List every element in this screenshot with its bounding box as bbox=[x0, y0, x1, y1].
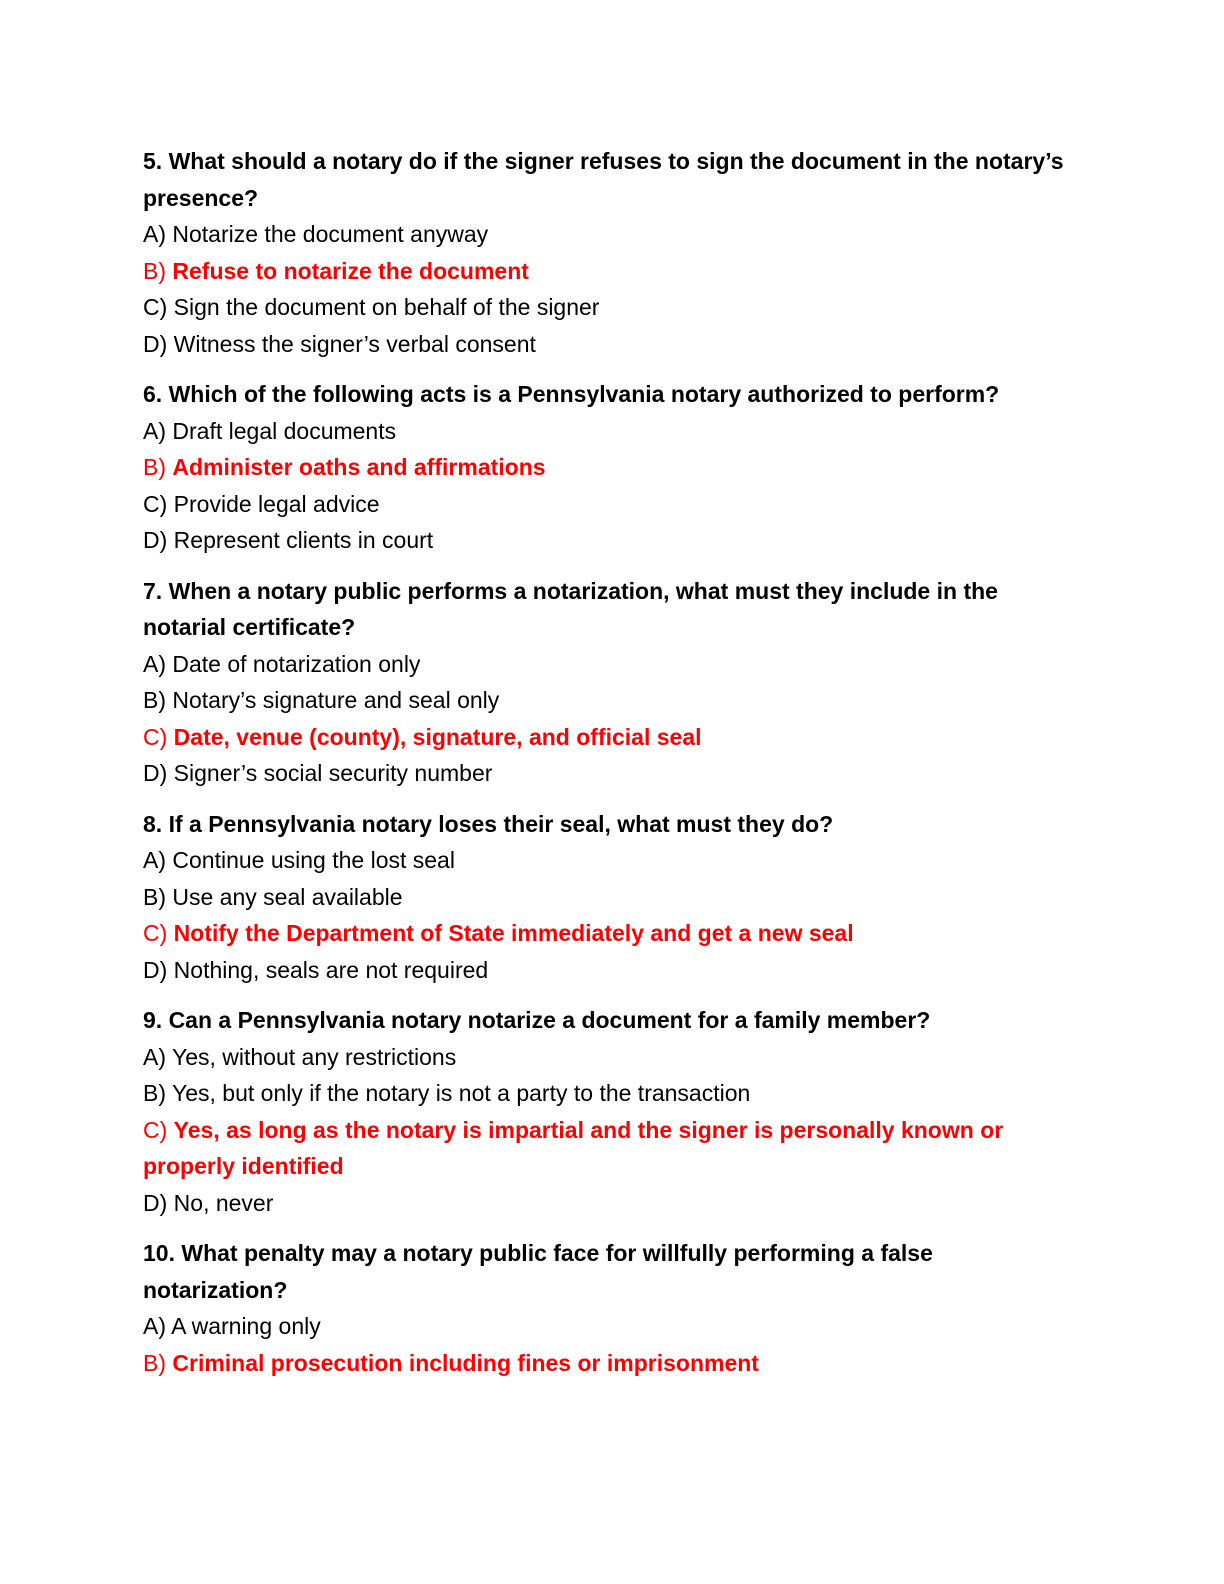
question-5 bbox=[143, 143, 1073, 362]
option-d bbox=[143, 755, 1073, 792]
option-letter: C) bbox=[143, 1116, 168, 1143]
option-a bbox=[143, 1039, 1073, 1076]
option-a bbox=[143, 842, 1073, 879]
option-letter: A) bbox=[143, 417, 166, 444]
option-text: Sign the document on behalf of the signer bbox=[173, 294, 600, 320]
option-letter: B) bbox=[143, 454, 166, 480]
option-text: Continue using the lost seal bbox=[172, 847, 455, 873]
option-text: No, never bbox=[173, 1189, 274, 1216]
option-text: Date of notarization only bbox=[172, 650, 421, 677]
option-letter: C) bbox=[143, 490, 168, 517]
option-c-correct bbox=[143, 915, 1073, 952]
option-c bbox=[143, 289, 1073, 326]
option-letter: A) bbox=[143, 650, 166, 677]
option-b-correct bbox=[143, 1345, 1073, 1382]
question-text: 7. When a notary public performs a notarization, what must they include in the notarial certificate? bbox=[143, 577, 998, 640]
option-c bbox=[143, 486, 1073, 523]
document-page bbox=[143, 143, 1073, 1395]
option-a bbox=[143, 216, 1073, 253]
option-text: Notify the Department of State immediately and get a new seal bbox=[173, 920, 854, 946]
question-text: 10. What penalty may a notary public face for willfully performing a false notarization? bbox=[143, 1240, 933, 1303]
option-letter: D) bbox=[143, 1189, 168, 1216]
question-9 bbox=[143, 1002, 1073, 1221]
option-letter: D) bbox=[143, 760, 168, 786]
option-text: Use any seal available bbox=[172, 883, 403, 910]
option-c-correct bbox=[143, 719, 1073, 756]
option-letter: B) bbox=[143, 1080, 166, 1106]
option-text: Criminal prosecution including fines or imprisonment bbox=[172, 1349, 759, 1376]
question-7 bbox=[143, 573, 1073, 792]
option-text: A warning only bbox=[171, 1313, 321, 1339]
option-d bbox=[143, 522, 1073, 559]
question-text: 8. If a Pennsylvania notary loses their seal, what must they do? bbox=[143, 810, 834, 837]
option-text: Witness the signer’s verbal consent bbox=[173, 330, 536, 357]
option-letter: D) bbox=[143, 527, 168, 553]
option-letter: C) bbox=[143, 723, 168, 750]
question-text: 6. Which of the following acts is a Pennsylvania notary authorized to perform? bbox=[143, 381, 1000, 407]
option-letter: B) bbox=[143, 1349, 166, 1376]
option-a bbox=[143, 646, 1073, 683]
question-8 bbox=[143, 806, 1073, 989]
option-text: Provide legal advice bbox=[173, 490, 380, 517]
option-letter: C) bbox=[143, 920, 168, 946]
option-b-correct bbox=[143, 449, 1073, 486]
option-text: Yes, without any restrictions bbox=[171, 1043, 457, 1070]
question-6 bbox=[143, 376, 1073, 559]
option-letter: B) bbox=[143, 257, 166, 284]
option-text: Refuse to notarize the document bbox=[172, 257, 529, 284]
option-letter: C) bbox=[143, 294, 168, 320]
option-d bbox=[143, 326, 1073, 363]
option-letter: A) bbox=[143, 1313, 166, 1339]
option-text: Represent clients in court bbox=[173, 527, 434, 553]
option-a bbox=[143, 413, 1073, 450]
option-b-correct bbox=[143, 253, 1073, 290]
option-text: Nothing, seals are not required bbox=[173, 956, 489, 983]
option-letter: D) bbox=[143, 956, 168, 983]
option-a bbox=[143, 1308, 1073, 1345]
option-letter: D) bbox=[143, 330, 168, 357]
option-letter: A) bbox=[143, 221, 166, 247]
option-b bbox=[143, 1075, 1073, 1112]
option-letter: B) bbox=[143, 883, 166, 910]
option-letter: A) bbox=[143, 1043, 166, 1070]
question-text: 5. What should a notary do if the signer refuses to sign the document in the notary’s presence? bbox=[143, 148, 1064, 211]
option-c-correct bbox=[143, 1112, 1073, 1185]
option-text: Yes, as long as the notary is impartial and the signer is personally known or properly identified bbox=[143, 1116, 1004, 1179]
option-letter: A) bbox=[143, 847, 166, 873]
option-letter: B) bbox=[143, 687, 166, 713]
option-text: Notary’s signature and seal only bbox=[172, 687, 500, 713]
option-text: Yes, but only if the notary is not a party to the transaction bbox=[171, 1080, 751, 1106]
option-b bbox=[143, 682, 1073, 719]
option-b bbox=[143, 879, 1073, 916]
option-d bbox=[143, 1185, 1073, 1222]
question-text: 9. Can a Pennsylvania notary notarize a document for a family member? bbox=[143, 1007, 931, 1033]
option-d bbox=[143, 952, 1073, 989]
option-text: Administer oaths and affirmations bbox=[172, 454, 546, 480]
question-10 bbox=[143, 1235, 1073, 1381]
option-text: Signer’s social security number bbox=[173, 760, 493, 786]
option-text: Notarize the document anyway bbox=[172, 221, 489, 247]
option-text: Date, venue (county), signature, and official seal bbox=[173, 723, 702, 750]
option-text: Draft legal documents bbox=[172, 417, 397, 444]
